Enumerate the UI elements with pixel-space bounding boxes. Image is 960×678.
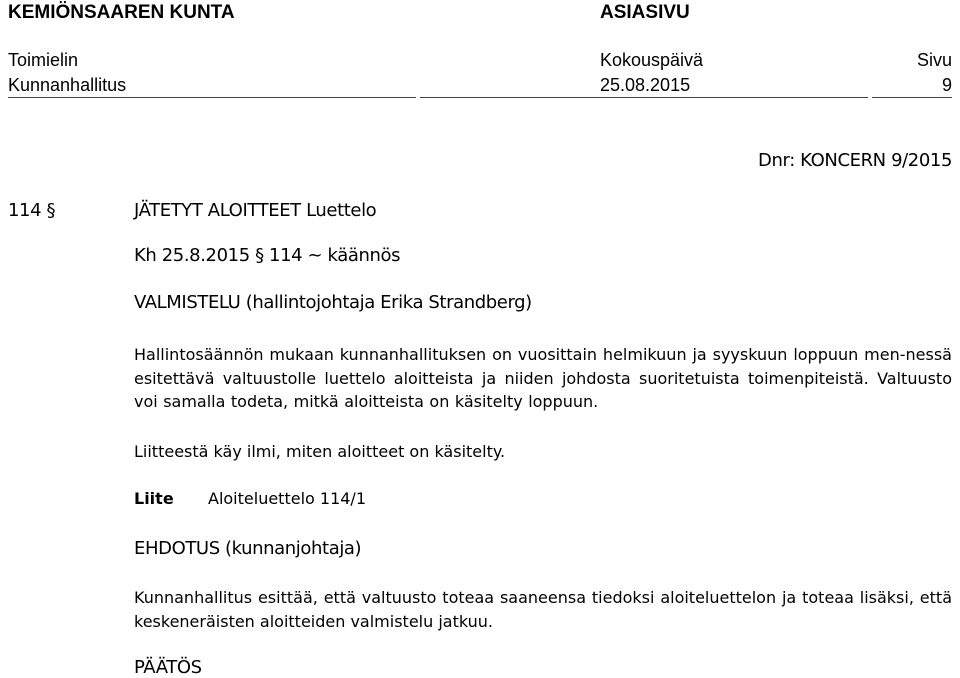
reference-symbol: § [255,245,264,266]
meeting-date-label: Kokouspäivä [600,50,704,70]
organization-name: KEMIÖNSAAREN KUNTA [8,2,235,23]
paragraph-background: Hallintosäännön mukaan kunnanhallituksen on vuosittain helmikuun ja syyskuun loppuun men-nessä esitettävä valtuustolle luettelo aloitteista ja niiden johdosta suoritetuista toimenpiteistä. Valtuusto voi samalla todeta, mitkä aloitteista on käsitelty loppuun. [134,345,952,411]
reference-line [134,245,400,266]
attachment-value: Aloiteluettelo 114/1 [208,489,366,508]
header-rule-1 [8,97,416,98]
body-label: Toimielin [8,50,79,70]
reference-prefix: Kh 25.8.2015 [134,245,250,266]
preparation-heading: VALMISTELU (hallintojohtaja Erika Strandberg) [134,292,532,313]
decision-heading: PÄÄTÖS [134,657,202,678]
proposal-text: Kunnanhallitus esittää, että valtuusto toteaa saaneensa tiedoksi aloiteluettelon ja toteaa lisäksi, että keskeneräisten aloitteiden valmistelu jatkuu. [134,588,952,631]
reference-rest: 114 ~ käännös [269,245,401,266]
proposal-heading: EHDOTUS (kunnanjohtaja) [134,538,362,559]
header-rule-2 [420,97,868,98]
meeting-date-value: 25.08.2015 [600,75,691,95]
section-number: 114 [8,200,42,221]
section-heading [8,200,55,221]
attachment-label: Liite [134,489,174,508]
header-rule-3 [872,97,952,98]
section-symbol: § [46,200,56,221]
section-title: JÄTETYT ALOITTEET Luettelo [134,200,377,221]
document-type: ASIASIVU [600,2,690,23]
page-number: 9 [941,75,952,95]
body-value: Kunnanhallitus [8,75,127,95]
diary-number: Dnr: KONCERN 9/2015 [758,150,952,171]
paragraph-attachment-note: Liitteestä käy ilmi, miten aloitteet on käsitelty. [134,442,506,461]
page-label: Sivu [916,50,952,70]
